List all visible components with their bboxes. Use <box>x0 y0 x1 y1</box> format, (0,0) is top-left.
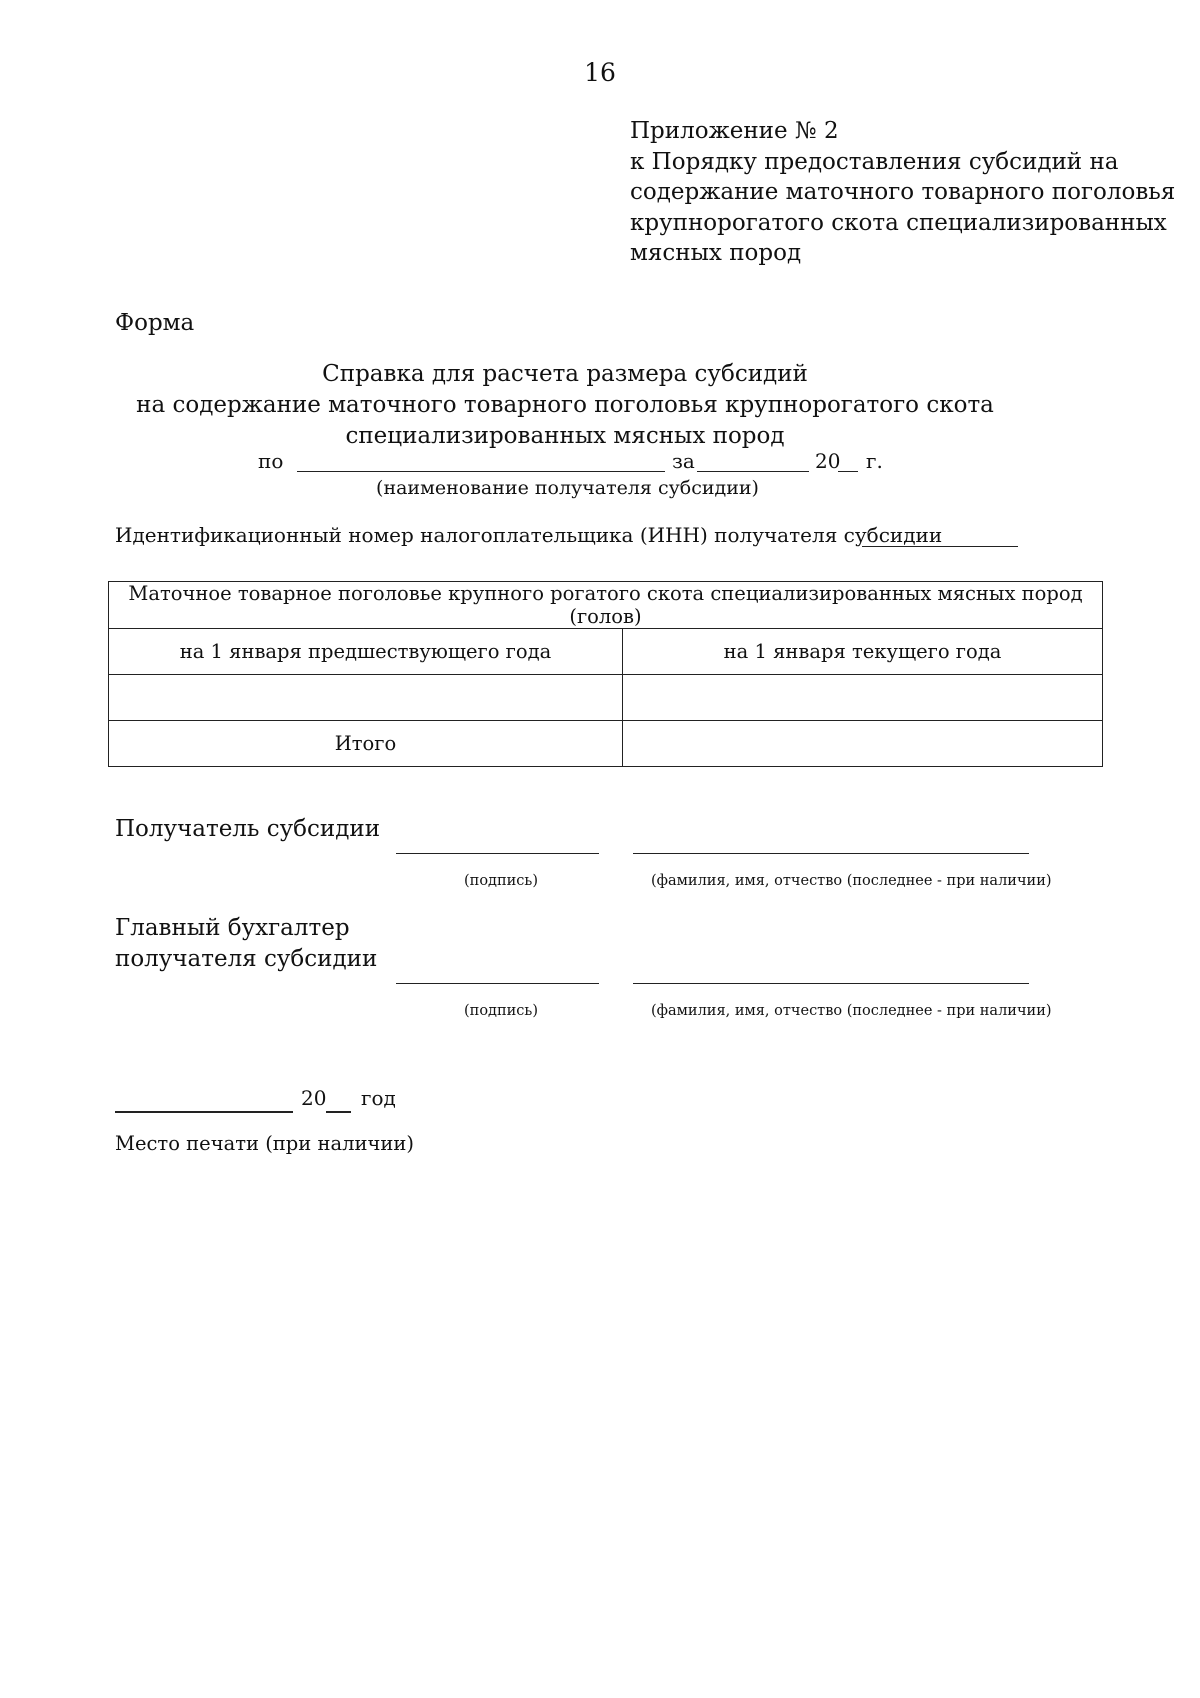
recipient-signature-field[interactable] <box>396 853 599 854</box>
period-field[interactable] <box>697 471 809 472</box>
recipient-name-field[interactable] <box>297 471 665 472</box>
year-field[interactable] <box>838 471 858 472</box>
year-prefix: 20 <box>815 449 841 473</box>
appendix-header <box>630 116 1175 269</box>
signature-caption: (подпись) <box>464 1003 538 1019</box>
table-total-row <box>109 721 1103 767</box>
page-number: 16 <box>584 58 616 87</box>
date-year-prefix: 20 <box>301 1086 327 1110</box>
accountant-name-field[interactable] <box>633 983 1029 984</box>
total-label: Итого <box>109 721 623 767</box>
table-cell-current-year[interactable] <box>623 675 1103 721</box>
date-year-word: год <box>361 1086 396 1110</box>
date-line <box>115 1086 515 1114</box>
accountant-signer-label-2: получателя субсидии <box>115 946 378 972</box>
name-caption: (фамилия, имя, отчество (последнее - при наличии) <box>651 1003 1052 1019</box>
seal-label: Место печати (при наличии) <box>115 1132 414 1155</box>
appendix-line: к Порядку предоставления субсидий на <box>630 148 1119 175</box>
po-label: по <box>258 449 284 473</box>
year-suffix: г. <box>866 449 883 473</box>
appendix-line: содержание маточного товарного поголовья <box>630 179 1176 205</box>
form-label: Форма <box>115 310 195 336</box>
table-cell-previous-year[interactable] <box>109 675 623 721</box>
table-row <box>109 675 1103 721</box>
appendix-line: Приложение № 2 <box>630 118 839 144</box>
table-column-row <box>109 629 1103 675</box>
total-value-cell[interactable] <box>623 721 1103 767</box>
name-caption: (фамилия, имя, отчество (последнее - при наличии) <box>651 873 1052 889</box>
recipient-signer-label: Получатель субсидии <box>115 816 381 842</box>
column-current-year: на 1 января текущего года <box>623 629 1103 675</box>
recipient-name-caption: (наименование получателя субсидии) <box>376 477 759 499</box>
za-label: за <box>672 449 695 473</box>
inn-field[interactable] <box>862 546 1018 547</box>
accountant-signature-field[interactable] <box>396 983 599 984</box>
recipient-name-sign-field[interactable] <box>633 853 1029 854</box>
table-header-cell: Маточное товарное поголовье крупного рогатого скота специализированных мясных пород (голов) <box>109 582 1103 629</box>
livestock-table <box>108 581 1103 767</box>
appendix-line: мясных пород <box>630 240 802 266</box>
table-header-row <box>109 582 1103 629</box>
document-title-line: Справка для расчета размера субсидий <box>322 361 808 387</box>
signature-caption: (подпись) <box>464 873 538 889</box>
recipient-line <box>0 449 1200 477</box>
column-previous-year: на 1 января предшествующего года <box>109 629 623 675</box>
appendix-line: крупнорогатого скота специализированных <box>630 209 1167 236</box>
date-year-field[interactable] <box>326 1111 351 1113</box>
inn-label: Идентификационный номер налогоплательщика (ИНН) получателя субсидии <box>115 523 943 547</box>
document-title-line: специализированных мясных пород <box>345 423 785 449</box>
date-field[interactable] <box>115 1111 293 1113</box>
document-title-line: на содержание маточного товарного поголовья крупнорогатого скота <box>136 392 994 418</box>
accountant-signer-label: Главный бухгалтер <box>115 915 350 941</box>
